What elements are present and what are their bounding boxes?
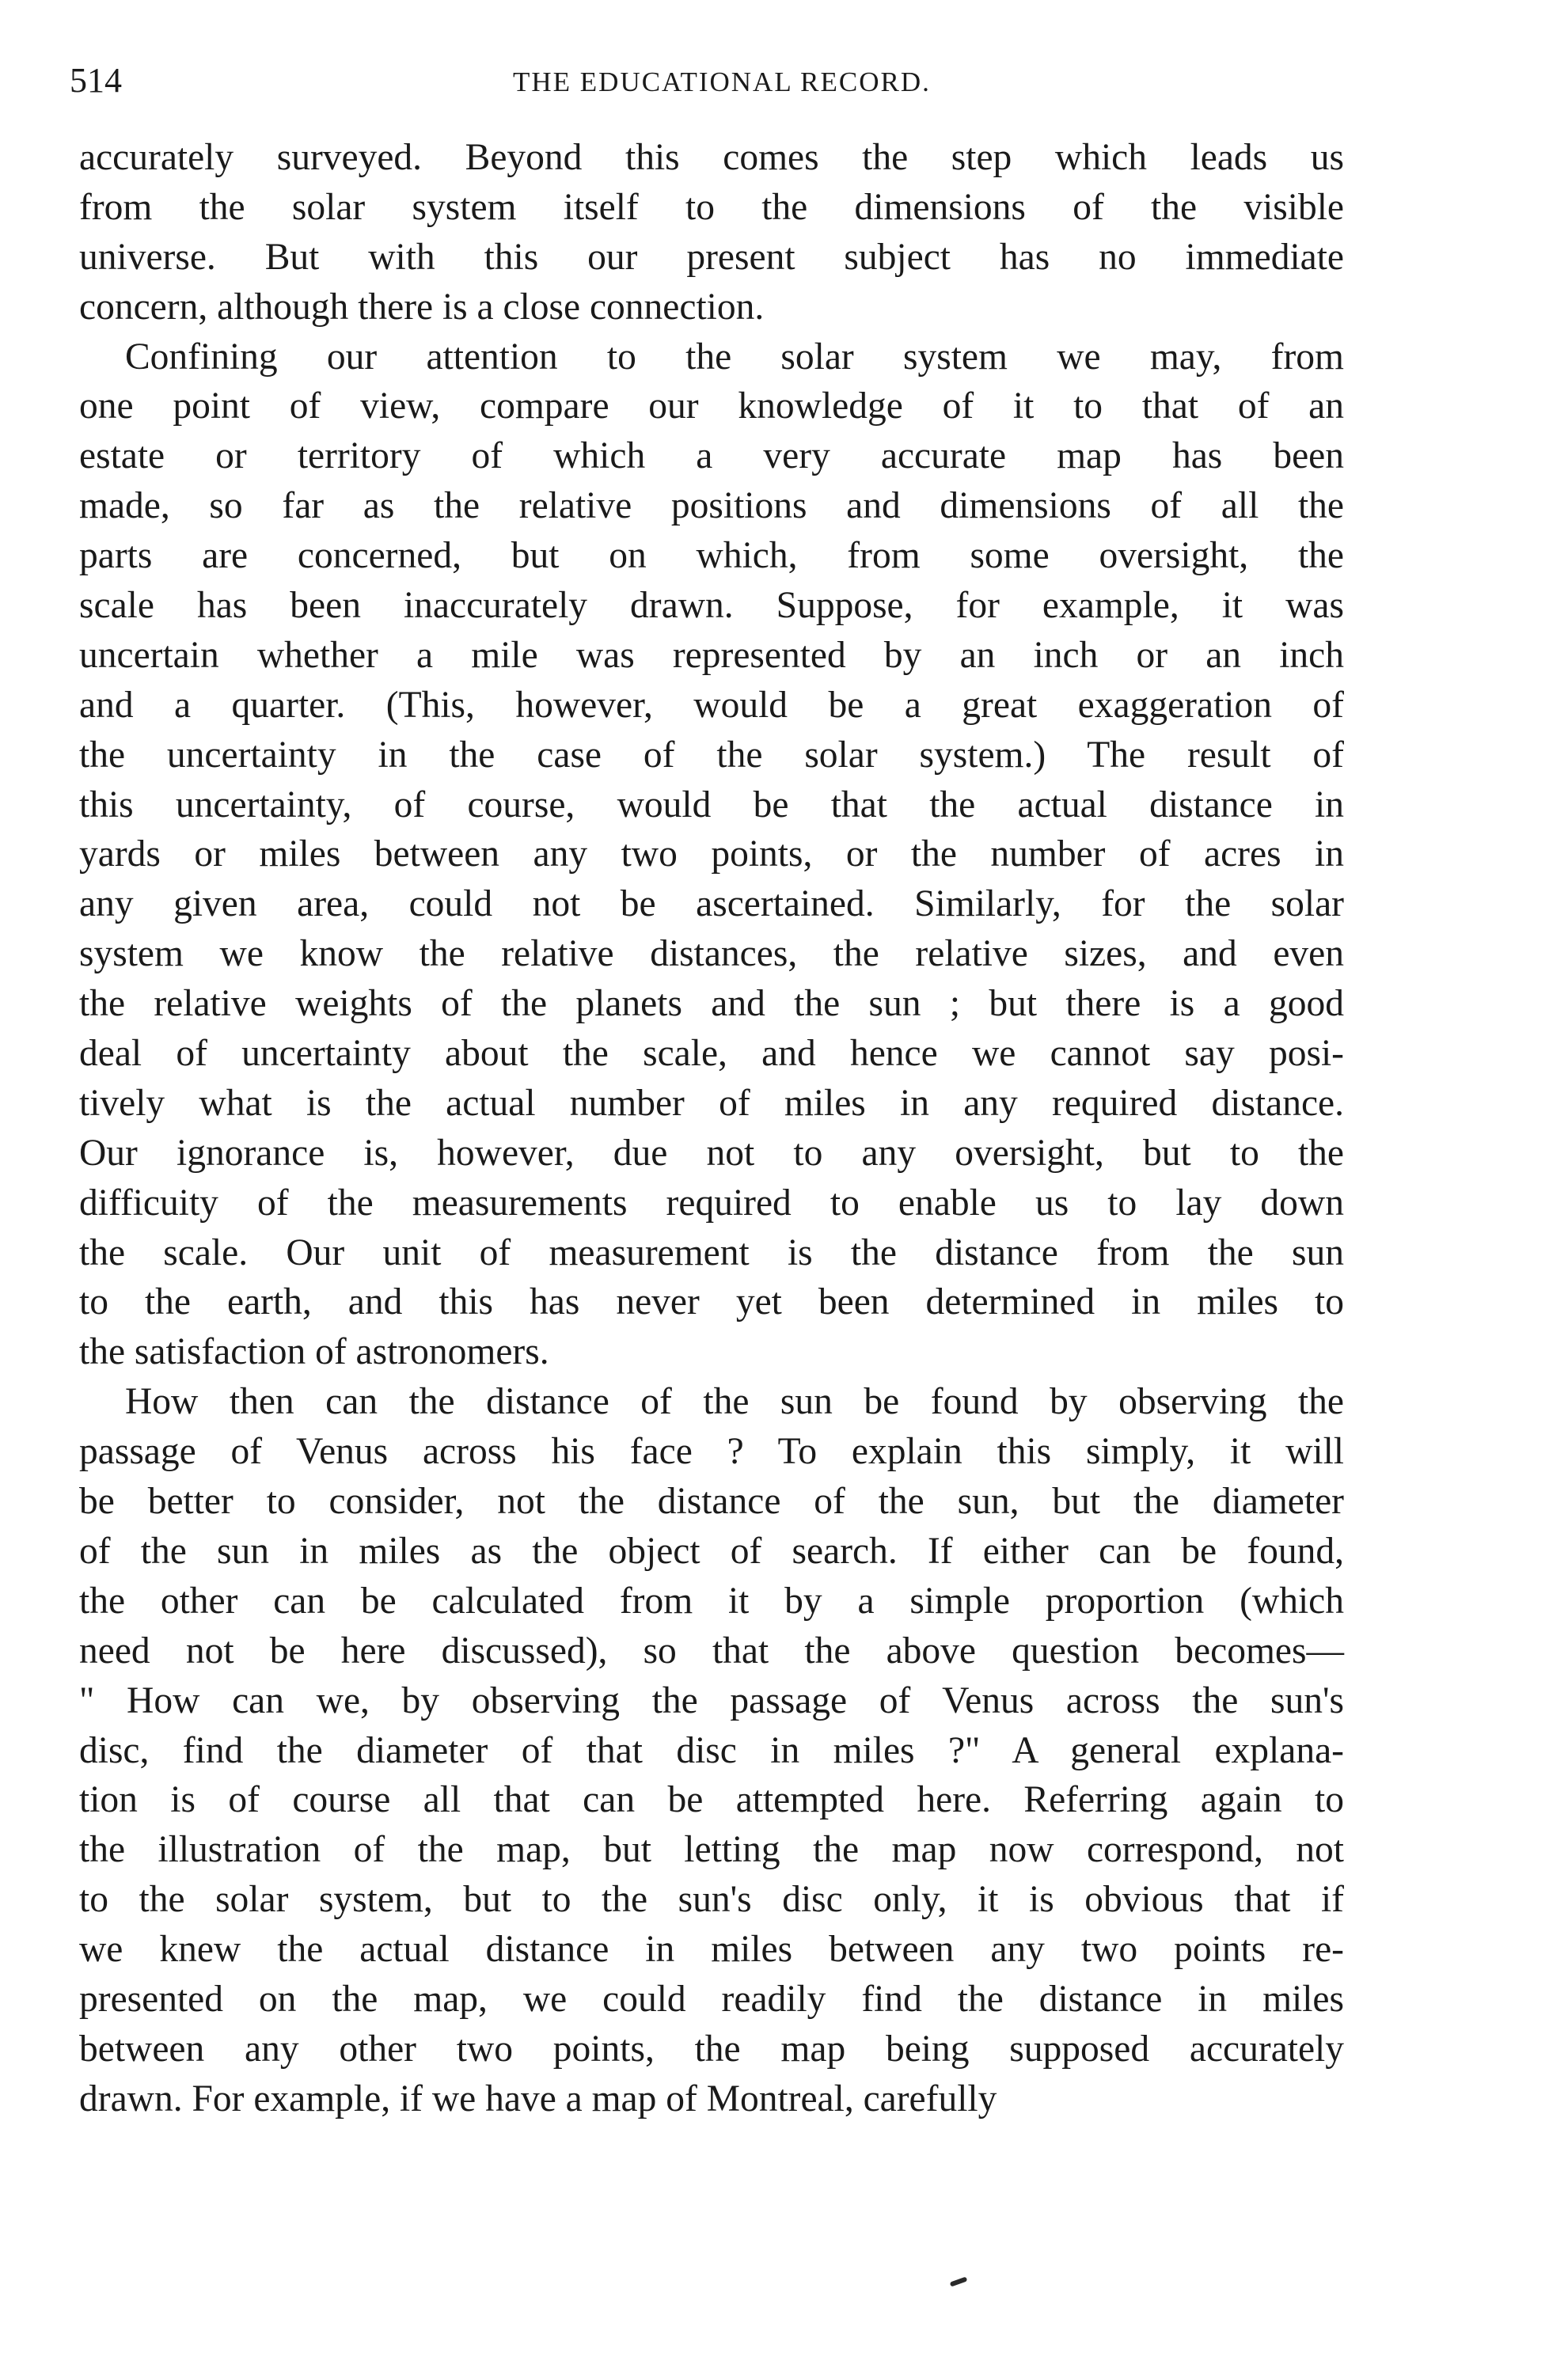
text-line: to the solar system, but to the sun's disc only, it is obvious that if [79, 1879, 1344, 1921]
paragraph-1 [79, 133, 1344, 332]
text-line: Confining our attention to the solar system we may, from [125, 336, 1344, 378]
journal-title: THE EDUCATIONAL RECORD. [513, 66, 931, 97]
text-line: concern, although there is a close connection. [79, 286, 765, 328]
text-line: presented on the map, we could readily find the distance in miles [79, 1978, 1344, 2020]
running-head [70, 57, 1352, 112]
text-line: the satisfaction of astronomers. [79, 1331, 549, 1373]
text-line: of the sun in miles as the object of search. If either can be found, [79, 1530, 1344, 1572]
text-line: scale has been inaccurately drawn. Suppose, for example, it was [79, 585, 1344, 627]
text-line: Our ignorance is, however, due not to any oversight, but to the [79, 1132, 1344, 1174]
text-line: this uncertainty, of course, would be that the actual distance in [79, 784, 1344, 825]
text-line: disc, find the diameter of that disc in miles ?" A general explana- [79, 1729, 1344, 1771]
text-line: the scale. Our unit of measurement is the distance from the sun [79, 1231, 1344, 1273]
paragraph-3 [79, 1377, 1344, 2123]
text-line: from the solar system itself to the dimensions of the visible [79, 186, 1344, 228]
body-text [79, 133, 1344, 2124]
text-line: universe. But with this our present subject has no immediate [79, 236, 1344, 278]
text-line: the relative weights of the planets and the sun ; but there is a good [79, 983, 1344, 1025]
text-line: any given area, could not be ascertained. Similarly, for the solar [79, 883, 1344, 925]
text-line: the other can be calculated from it by a simple proportion (which [79, 1580, 1344, 1622]
text-line: to the earth, and this has never yet been determined in miles to [79, 1281, 1344, 1323]
text-line: How then can the distance of the sun be found by observing the [125, 1381, 1344, 1423]
text-line: yards or miles between any two points, or the number of acres in [79, 833, 1344, 875]
text-line: " How can we, by observing the passage of Venus across the sun's [79, 1679, 1344, 1721]
text-line: the uncertainty in the case of the solar system.) The result of [79, 734, 1344, 776]
text-line: estate or territory of which a very accurate map has been [79, 435, 1344, 477]
text-line: be better to consider, not the distance of the sun, but the diameter [79, 1481, 1344, 1523]
paragraph-2 [79, 332, 1344, 1378]
text-line: made, so far as the relative positions and dimensions of all the [79, 485, 1344, 527]
text-line: passage of Venus across his face ? To explain this simply, it will [79, 1431, 1344, 1473]
text-line: tively what is the actual number of miles in any required distance. [79, 1082, 1344, 1124]
text-line: between any other two points, the map being supposed accurately [79, 2028, 1344, 2070]
text-line: accurately surveyed. Beyond this comes the step which leads us [79, 137, 1344, 178]
stray-ink-mark [950, 2276, 968, 2286]
text-line: the illustration of the map, but letting the map now correspond, not [79, 1829, 1344, 1871]
text-line: drawn. For example, if we have a map of Montreal, carefully [79, 2078, 997, 2119]
page-number: 514 [70, 61, 122, 100]
text-line: and a quarter. (This, however, would be a great exaggeration of [79, 684, 1344, 726]
text-line: tion is of course all that can be attempted here. Referring again to [79, 1779, 1344, 1821]
text-line: deal of uncertainty about the scale, and hence we cannot say posi- [79, 1033, 1344, 1075]
text-line: parts are concerned, but on which, from some oversight, the [79, 535, 1344, 577]
text-line: system we know the relative distances, the relative sizes, and even [79, 933, 1344, 975]
text-line: we knew the actual distance in miles between any two points re- [79, 1929, 1344, 1971]
text-line: need not be here discussed), so that the above question becomes— [79, 1630, 1344, 1672]
text-line: difficuity of the measurements required to enable us to lay down [79, 1182, 1344, 1224]
text-line: one point of view, compare our knowledge of it to that of an [79, 385, 1344, 427]
text-line: uncertain whether a mile was represented by an inch or an inch [79, 634, 1344, 676]
